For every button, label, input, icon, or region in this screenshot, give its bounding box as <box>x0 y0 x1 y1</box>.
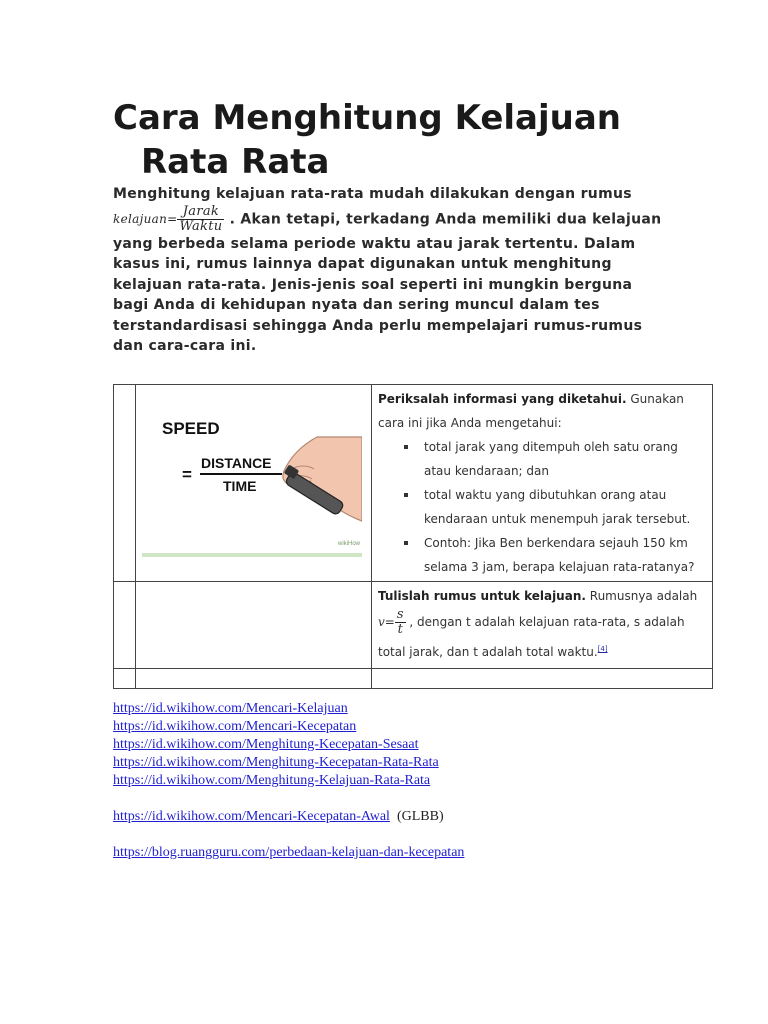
velocity-formula <box>378 607 409 637</box>
formula-s: s <box>396 607 404 622</box>
step-2-explanation: , dengan t adalah kelajuan rata-rata, s adalah total jarak, dan t adalah total waktu. <box>378 615 685 659</box>
step-1-bullet-list <box>378 435 706 579</box>
reference-links <box>113 700 713 862</box>
intro-text-1: Menghitung kelajuan rata-rata mudah dilakukan dengan rumus <box>113 186 632 202</box>
glbb-note: (GLBB) <box>396 809 444 824</box>
steps-table <box>113 384 713 689</box>
formula-numerator: Jarak <box>177 205 224 220</box>
step-2-heading: Tulislah rumus untuk kelajuan. <box>378 589 586 603</box>
formula-s-over-t <box>395 608 406 637</box>
list-item: Contoh: Jika Ben berkendara sejauh 150 km selama 3 jam, berapa kelajuan rata-ratanya? <box>398 531 706 579</box>
step-number-cell <box>114 669 136 689</box>
list-item: total waktu yang dibutuhkan orang atau kendaraan untuk menempuh jarak tersebut. <box>398 483 706 531</box>
speed-formula-drawing <box>142 385 362 553</box>
step-number-cell <box>114 582 136 669</box>
time-label: TIME <box>223 478 257 494</box>
link-kecepatan-rata-rata[interactable]: https://id.wikihow.com/Menghitung-Kecepatan-Rata-Rata <box>113 755 439 770</box>
link-kecepatan-sesaat[interactable]: https://id.wikihow.com/Menghitung-Kecepatan-Sesaat <box>113 737 419 752</box>
title-line-2: Rata Rata <box>141 142 330 182</box>
title-line-1: Cara Menghitung Kelajuan <box>113 98 621 138</box>
step-image-cell <box>136 385 372 582</box>
speed-illustration <box>142 385 362 557</box>
formula-v-equals: = <box>384 615 395 629</box>
step-1-intro: Gunakan cara ini jika Anda mengetahui: <box>378 392 684 430</box>
page-title <box>113 96 673 184</box>
link-kelajuan-rata-rata[interactable]: https://id.wikihow.com/Menghitung-Kelajuan-Rata-Rata <box>113 773 431 788</box>
equals-sign: = <box>182 465 192 484</box>
step-2-text-cell <box>372 582 713 669</box>
list-item: total jarak yang ditempuh oleh satu orang atau kendaraan; dan <box>398 435 706 483</box>
step-2-text <box>372 582 712 668</box>
link-kecepatan-awal[interactable]: https://id.wikihow.com/Mencari-Kecepatan-Awal <box>113 809 390 824</box>
step-1-text-cell <box>372 385 713 582</box>
formula-equals: = <box>167 212 178 226</box>
step-row-1 <box>114 385 713 582</box>
step-row-3 <box>114 669 713 689</box>
formula-fraction <box>177 205 224 234</box>
link-mencari-kelajuan[interactable]: https://id.wikihow.com/Mencari-Kelajuan <box>113 701 348 716</box>
link-mencari-kecepatan[interactable]: https://id.wikihow.com/Mencari-Kecepatan <box>113 719 357 734</box>
step-1-heading: Periksalah informasi yang diketahui. <box>378 392 627 406</box>
image-watermark: wikiHow <box>338 541 361 547</box>
step-row-2 <box>114 582 713 669</box>
hand-with-marker-icon <box>283 437 362 521</box>
speed-label: SPEED <box>162 419 220 438</box>
step-image-cell-empty <box>136 582 372 669</box>
formula-denominator: Waktu <box>179 218 223 234</box>
intro-formula <box>113 203 230 234</box>
distance-label: DISTANCE <box>201 455 272 471</box>
step-1-text <box>372 385 712 581</box>
step-number-cell <box>114 385 136 582</box>
empty-cell <box>372 669 713 689</box>
reference-link[interactable]: [4] <box>597 645 608 653</box>
step-2-intro: Rumusnya adalah <box>589 589 698 603</box>
formula-lhs: kelajuan <box>113 212 168 226</box>
empty-cell <box>136 669 372 689</box>
link-ruangguru[interactable]: https://blog.ruangguru.com/perbedaan-kelajuan-dan-kecepatan <box>113 845 465 860</box>
intro-text-2: . Akan tetapi, terkadang Anda memiliki dua kelajuan yang berbeda selama periode waktu atau jarak tertentu. Dalam kasus ini, rumus lainnya dapat digunakan untuk menghitung kelajuan rata-rata. Jenis-jenis soal seperti ini mungkin berguna bagi Anda di kehidupan nyata dan sering muncul dalam tes terstandardisasi sehingga Anda perlu mempelajari rumus-rumus dan cara-cara ini. <box>113 211 662 354</box>
formula-t: t <box>397 622 403 637</box>
formula-v: v <box>378 615 385 629</box>
intro-paragraph <box>113 184 663 357</box>
